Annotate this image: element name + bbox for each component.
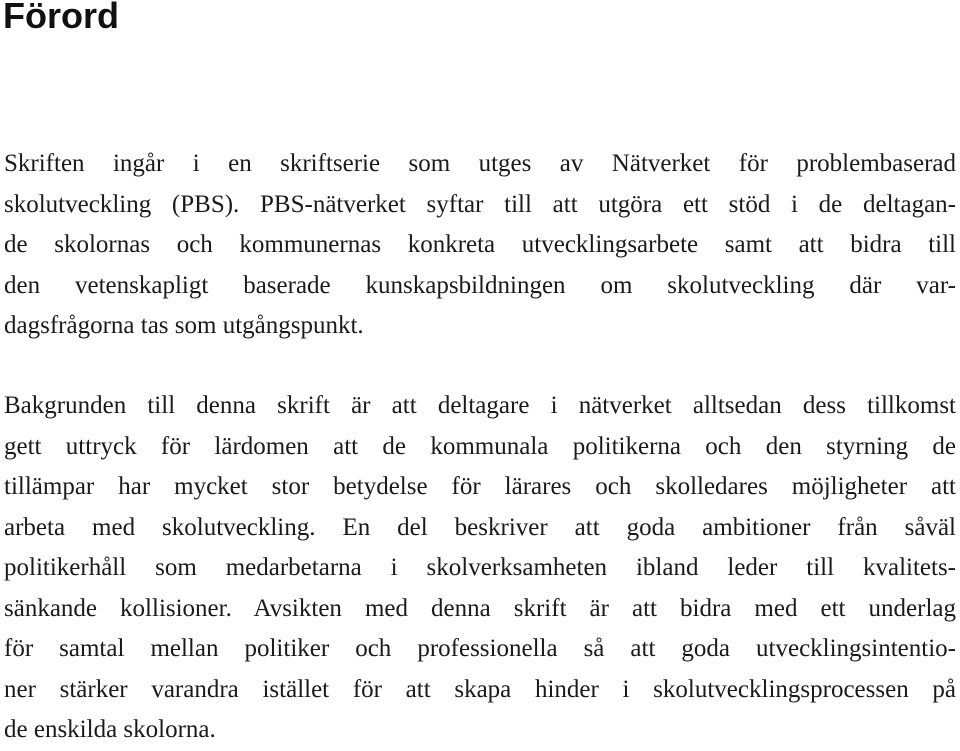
text-line: den vetenskapligt baserade kunskapsbildningen om skolutveckling där var-: [4, 271, 956, 299]
text-line: skolutveckling (PBS). PBS-nätverket syftar till att utgöra ett stöd i de deltagan-: [4, 190, 956, 218]
text-line: tillämpar har mycket stor betydelse för lärares och skolledares möjligheter att: [4, 473, 956, 500]
page-title: Förord: [3, 0, 119, 36]
text-line: Bakgrunden till denna skrift är att deltagare i nätverket alltsedan dess tillkomst: [4, 392, 956, 419]
text-line: de skolornas och kommunernas konkreta utvecklingsarbete samt att bidra till: [4, 231, 956, 258]
text-line: gett uttryck för lärdomen att de kommunala politikerna och den styrning de: [4, 432, 956, 460]
text-line: politikerhåll som medarbetarna i skolverksamheten ibland leder till kvalitets-: [4, 554, 956, 581]
text-line: dagsfrågorna tas som utgångspunkt.: [4, 312, 364, 339]
text-line: arbeta med skolutveckling. En del beskriver att goda ambitioner från såväl: [4, 513, 956, 541]
paragraph-background: [4, 386, 956, 751]
text-line: de enskilda skolorna.: [4, 716, 216, 743]
text-line: ner stärker varandra istället för att skapa hinder i skolutvecklingsprocessen på: [4, 675, 956, 703]
paragraph-intro: [4, 144, 956, 347]
text-line: Skriften ingår i en skriftserie som utges av Nätverket för problembaserad: [4, 150, 956, 177]
text-line: för samtal mellan politiker och professionella så att goda utvecklingsintentio-: [4, 635, 956, 662]
text-line: sänkande kollisioner. Avsikten med denna skrift är att bidra med ett underlag: [4, 594, 956, 622]
